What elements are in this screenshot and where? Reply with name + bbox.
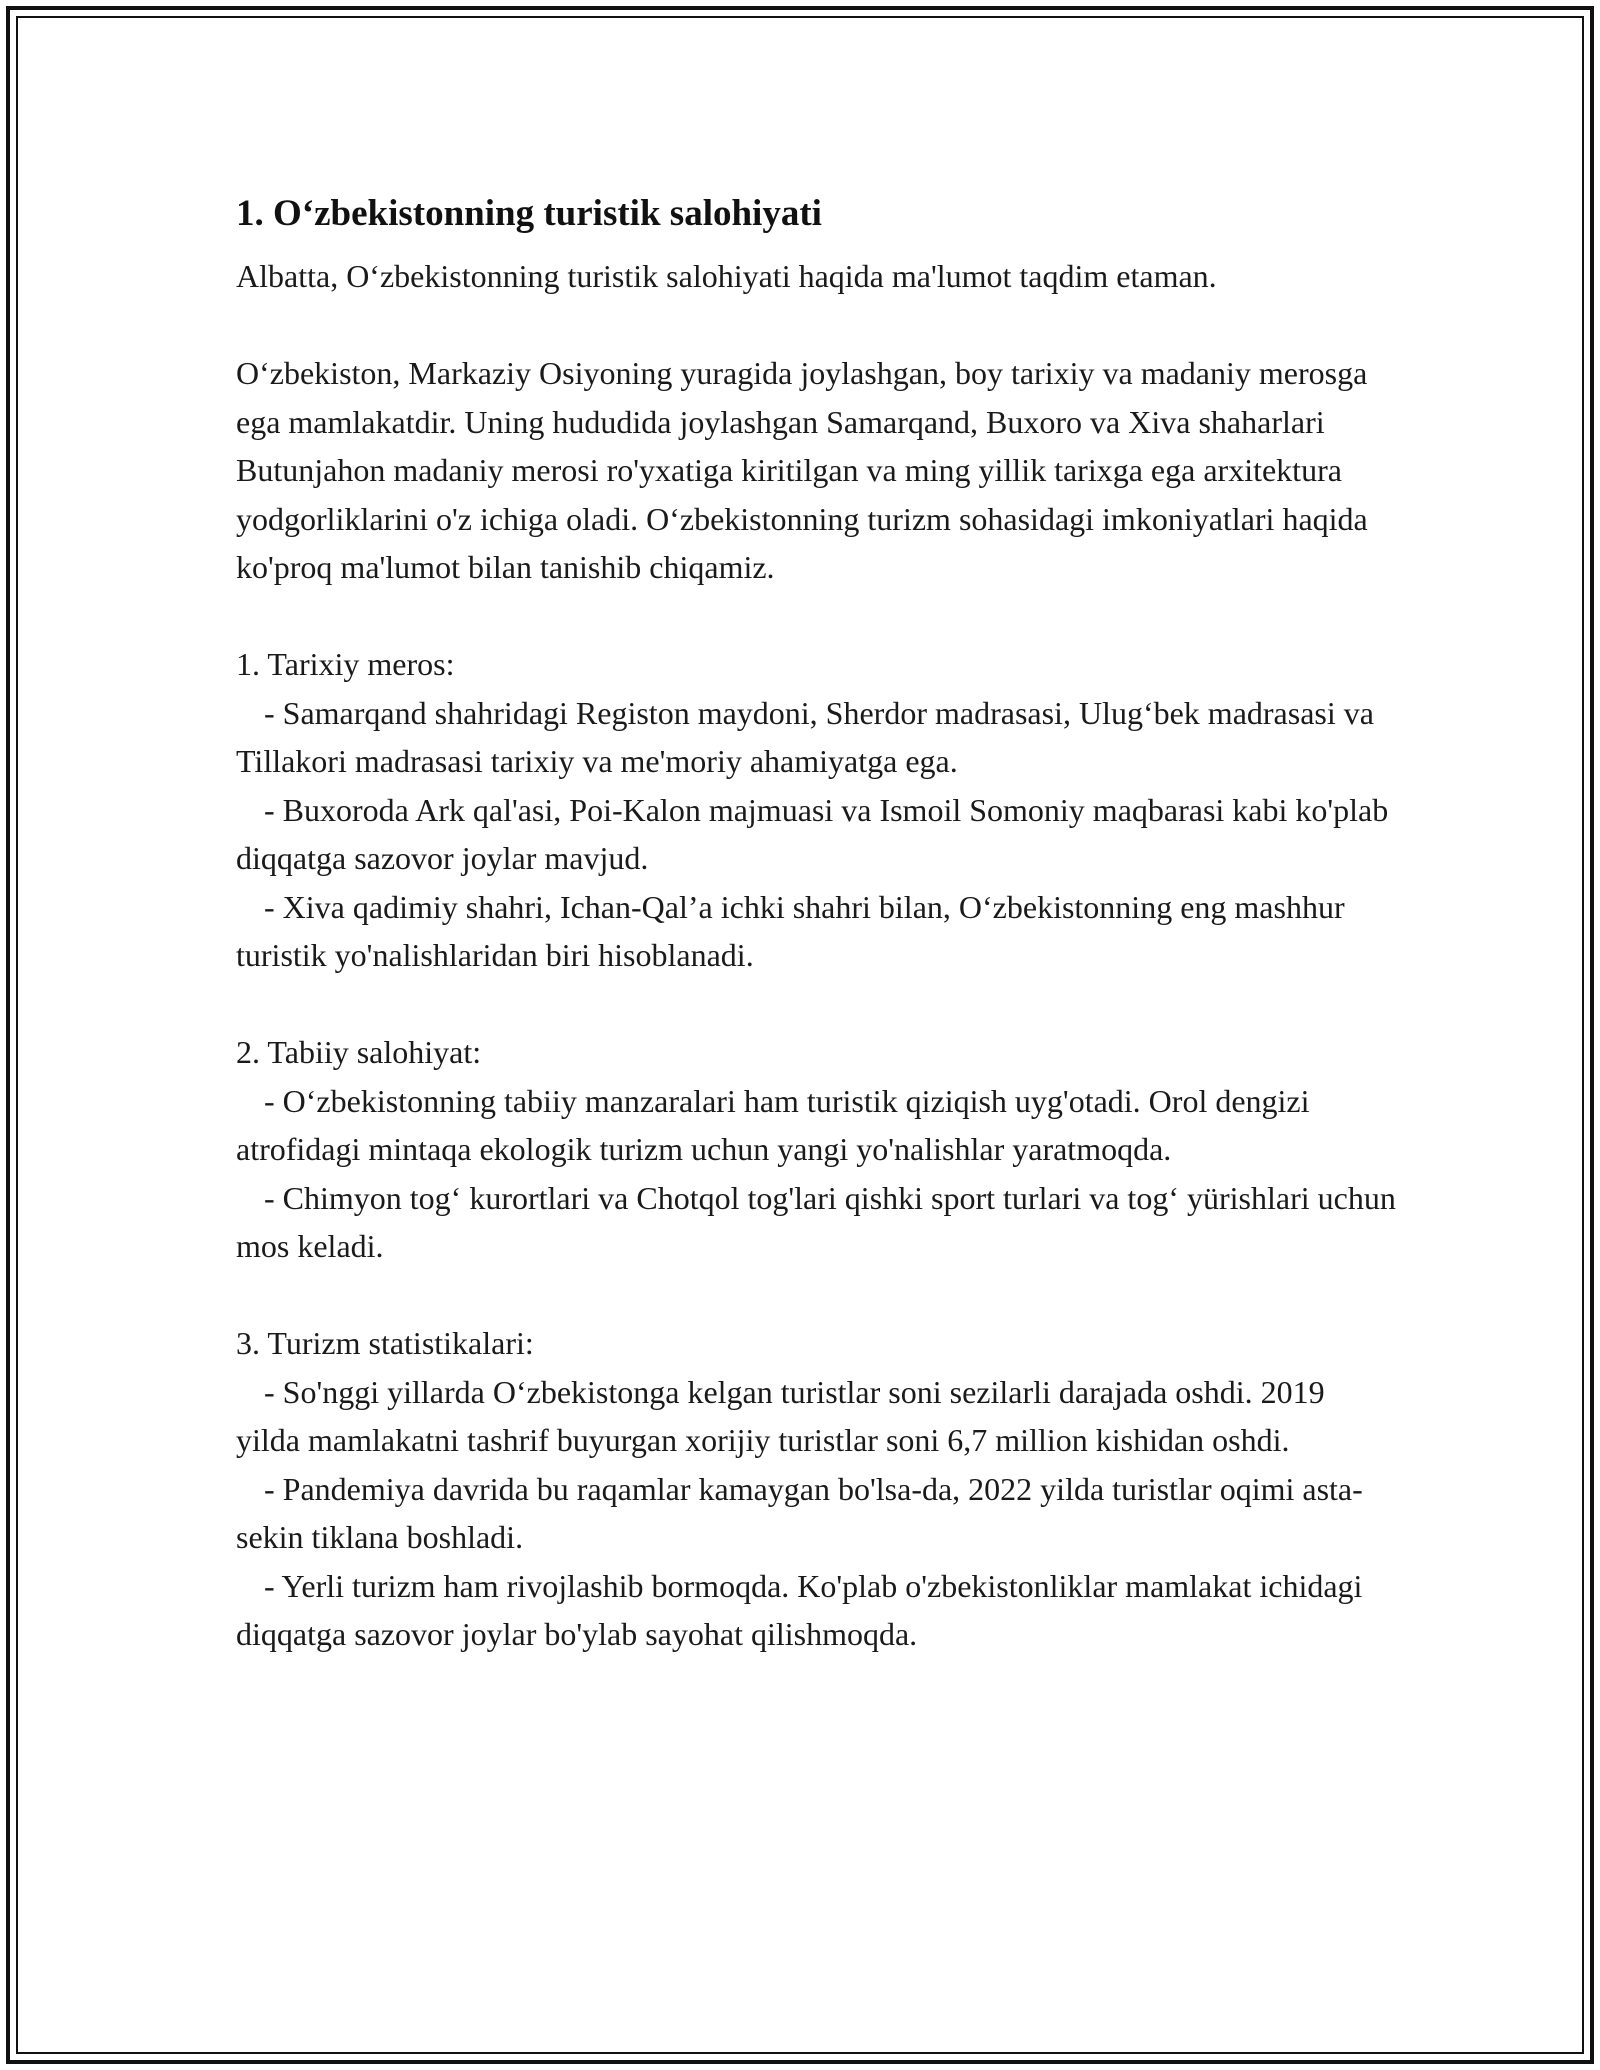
overview-paragraph: O‘zbekiston, Markaziy Osiyoning yuragida joylashgan, boy tarixiy va madaniy merosga ega mamlakatdir. Uning hududida joylashgan Samarqand, Buxoro va Xiva shaharlari Butunjahon madaniy merosi ro'yxatiga kiritilgan va ming yillik tarixga ega arxitektura yodgorliklarini o'z ichiga oladi. O‘zbekistonning turizm sohasidagi imkoniyatlari haqida ko'proq ma'lumot bilan tanishib chiqamiz. xyxy=(236,355,1368,585)
list-item: - Yerli turizm ham rivojlashib bormoqda. Ko'plab o'zbekistonliklar mamlakat ichidagi diqqatga sazovor joylar bo'ylab sayohat qilishmoqda. xyxy=(236,1567,1363,1652)
list-item: - Samarqand shahridagi Registon maydoni, Sherdor madrasasi, Ulug‘bek madrasasi va Tillakori madrasasi tarixiy va me'moriy ahamiyatga ega. xyxy=(236,694,1374,779)
document-title: 1. O‘zbekistonning turistik salohiyati xyxy=(236,193,822,234)
section-heading: 1. Tarixiy meros: xyxy=(236,646,455,682)
list-item: - Pandemiya davrida bu raqamlar kamaygan bo'lsa-da, 2022 yilda turistlar oqimi asta-sekin tiklana boshladi. xyxy=(236,1470,1363,1555)
list-item: - Buxoroda Ark qal'asi, Poi-Kalon majmuasi va Ismoil Somoniy maqbarasi kabi ko'plab diqqatga sazovor joylar mavjud. xyxy=(236,791,1389,876)
intro-paragraph: Albatta, O‘zbekistonning turistik salohiyati haqida ma'lumot taqdim etaman. xyxy=(236,258,1217,294)
document-body xyxy=(236,186,1396,1659)
section-tourism-statistics xyxy=(236,1319,1396,1659)
list-item: - Xiva qadimiy shahri, Ichan-Qal’a ichki shahri bilan, O‘zbekistonning eng mashhur turistik yo'nalishlaridan biri hisoblanadi. xyxy=(236,888,1345,973)
list-item: - So'nggi yillarda O‘zbekistonga kelgan turistlar soni sezilarli darajada oshdi. 2019 yilda mamlakatni tashrif buyurgan xorijiy turistlar soni 6,7 million kishidan oshdi. xyxy=(236,1373,1325,1458)
list-item: - O‘zbekistonning tabiiy manzaralari ham turistik qiziqish uyg'otadi. Orol dengizi atrofidagi mintaqa ekologik turizm uchun yangi yo'nalishlar yaratmoqda. xyxy=(236,1082,1310,1167)
section-historical-heritage xyxy=(236,640,1396,980)
list-item: - Chimyon tog‘ kurortlari va Chotqol tog'lari qishki sport turlari va tog‘ yürishlari uchun mos keladi. xyxy=(236,1179,1396,1264)
section-heading: 3. Turizm statistikalari: xyxy=(236,1325,534,1361)
section-heading: 2. Tabiiy salohiyat: xyxy=(236,1034,482,1070)
section-natural-potential xyxy=(236,1028,1396,1271)
